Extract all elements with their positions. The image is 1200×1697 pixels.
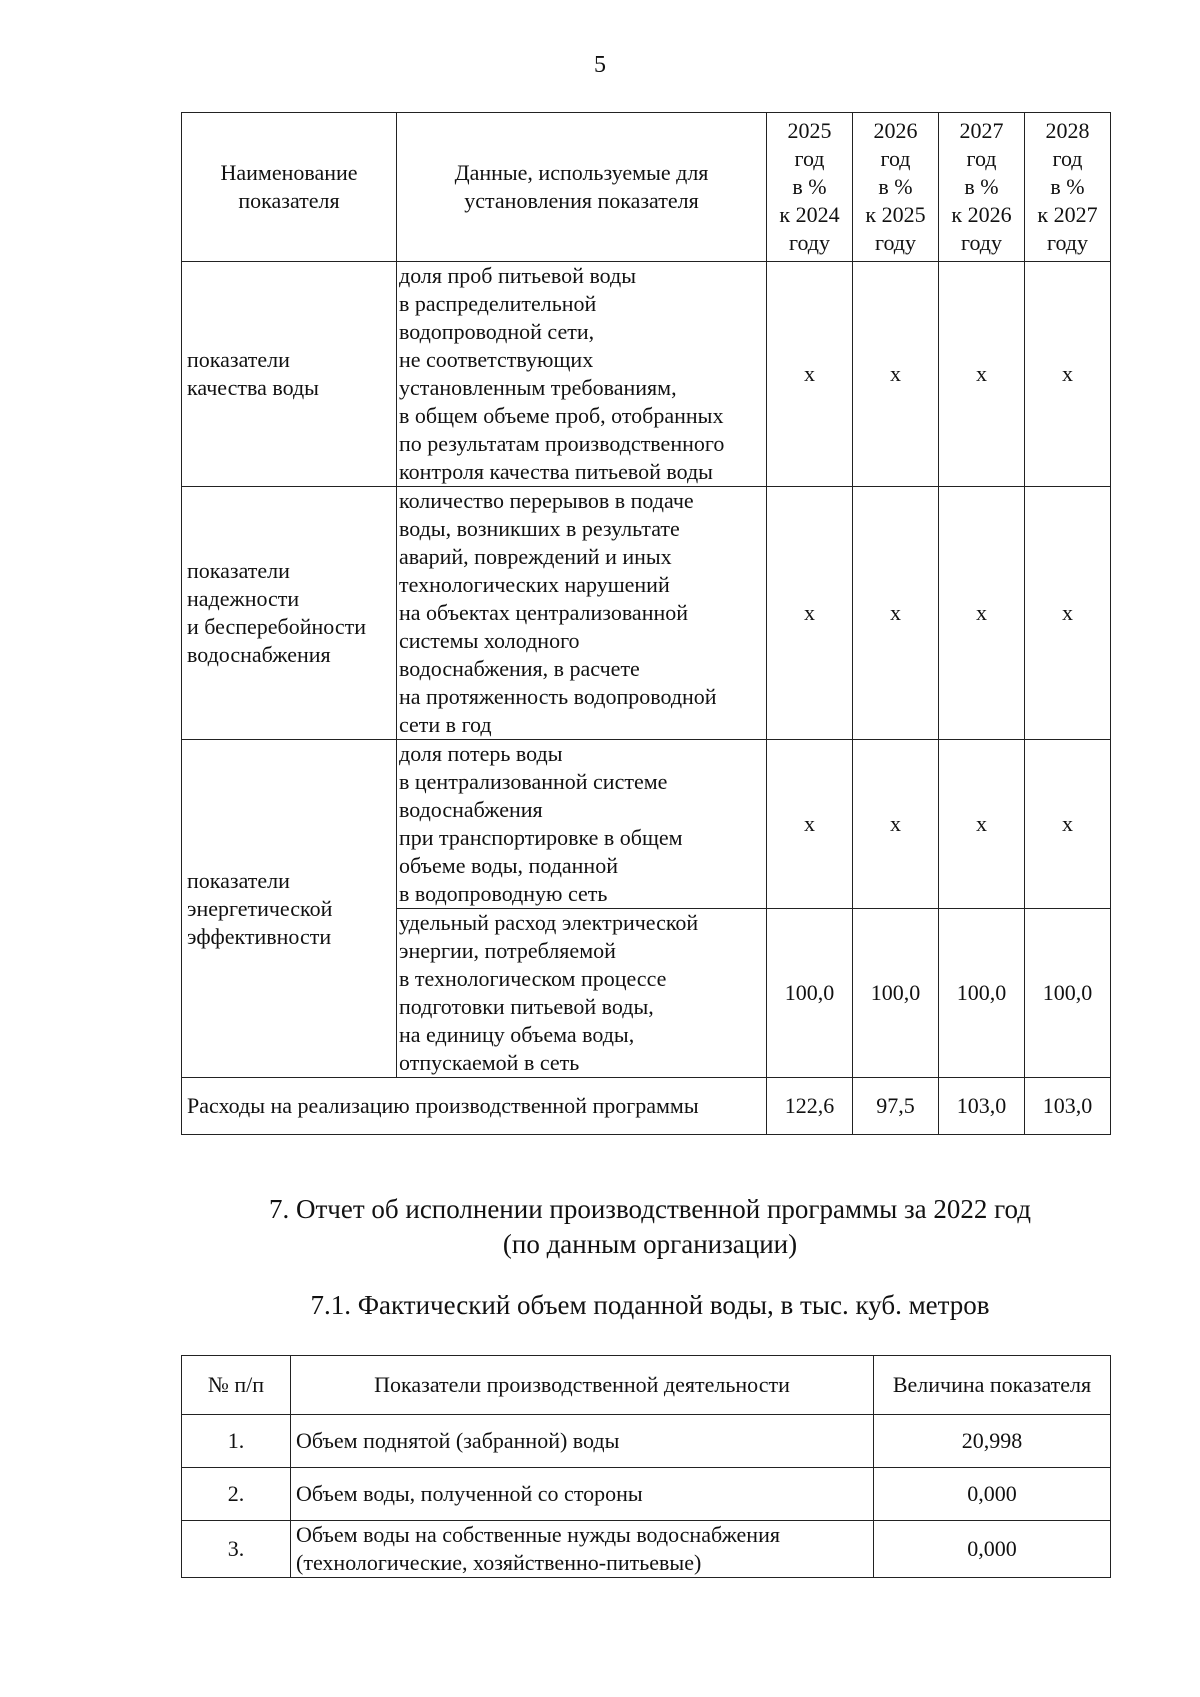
row-indicator: Объем воды на собственные нужды водоснабжения (технологические, хозяйственно-питьевые) [291,1521,874,1578]
row-program-expenses [182,1078,1111,1135]
indicators-table [181,112,1111,1135]
row-indicator: Объем поднятой (забранной) воды [291,1415,874,1468]
indicators-header-row [182,113,1111,262]
value-cell: 122,6 [767,1078,853,1135]
section-title-note: (по данным организации) [502,1229,798,1259]
table-row [182,1521,1111,1578]
value-cell: x [767,262,853,487]
row-number: 3. [182,1521,291,1578]
indicator-name: показатели энергетической эффективности [182,740,397,1078]
indicator-name: показатели надежности и бесперебойности водоснабжения [182,487,397,740]
water-volume-table [181,1355,1111,1578]
value-cell: x [767,487,853,740]
header-indicator-name: Наименование показателя [182,113,397,262]
header-number: № п/п [182,1356,291,1415]
row-value: 0,000 [874,1521,1111,1578]
header-year-2026: 2026 год в % к 2025 году [853,113,939,262]
value-cell: x [767,740,853,909]
value-cell: x [1025,740,1111,909]
header-year-2028: 2028 год в % к 2027 году [1025,113,1111,262]
value-cell: x [853,262,939,487]
header-year-2027: 2027 год в % к 2026 году [939,113,1025,262]
value-cell: 103,0 [1025,1078,1111,1135]
value-cell: 100,0 [939,909,1025,1078]
indicator-description: доля проб питьевой воды в распределительной водопроводной сети, не соответствующих установленным требованиям, в общем объеме проб, отобранных по результатам производственного контроля качества питьевой воды [397,262,767,487]
value-cell: 100,0 [1025,909,1111,1078]
page-number: 5 [594,52,606,78]
table-row [182,1468,1111,1521]
header-year-2025: 2025 год в % к 2024 году [767,113,853,262]
indicator-description: количество перерывов в подаче воды, возникших в результате аварий, повреждений и иных технологических нарушений на объектах централизованной системы холодного водоснабжения, в расчете на протяженность водопроводной сети в год [397,487,767,740]
table-row [182,1415,1111,1468]
value-cell: x [1025,487,1111,740]
value-cell: x [853,487,939,740]
indicator-description: доля потерь воды в централизованной системе водоснабжения при транспортировке в общем объеме воды, поданной в водопроводную сеть [397,740,767,909]
row-value: 20,998 [874,1415,1111,1468]
row-indicator: Объем воды, полученной со стороны [291,1468,874,1521]
value-cell: 103,0 [939,1078,1025,1135]
subsection-title: 7.1. Фактический объем поданной воды, в тыс. куб. метров [310,1290,990,1320]
expenses-label: Расходы на реализацию производственной программы [182,1078,767,1135]
indicator-description: удельный расход электрической энергии, потребляемой в технологическом процессе подготовки питьевой воды, на единицу объема воды, отпускаемой в сеть [397,909,767,1078]
header-indicator: Показатели производственной деятельности [291,1356,874,1415]
water-volume-header-row [182,1356,1111,1415]
indicator-name: показатели качества воды [182,262,397,487]
value-cell: x [1025,262,1111,487]
header-source-data: Данные, используемые для установления показателя [397,113,767,262]
value-cell: x [939,487,1025,740]
section-title: 7. Отчет об исполнении производственной программы за 2022 год [268,1194,1032,1224]
row-value: 0,000 [874,1468,1111,1521]
header-value: Величина показателя [874,1356,1111,1415]
value-cell: 97,5 [853,1078,939,1135]
value-cell: 100,0 [853,909,939,1078]
value-cell: 100,0 [767,909,853,1078]
row-number: 2. [182,1468,291,1521]
row-water-quality [182,262,1111,487]
row-number: 1. [182,1415,291,1468]
value-cell: x [853,740,939,909]
value-cell: x [939,262,1025,487]
row-reliability [182,487,1111,740]
value-cell: x [939,740,1025,909]
row-energy-losses [182,740,1111,909]
